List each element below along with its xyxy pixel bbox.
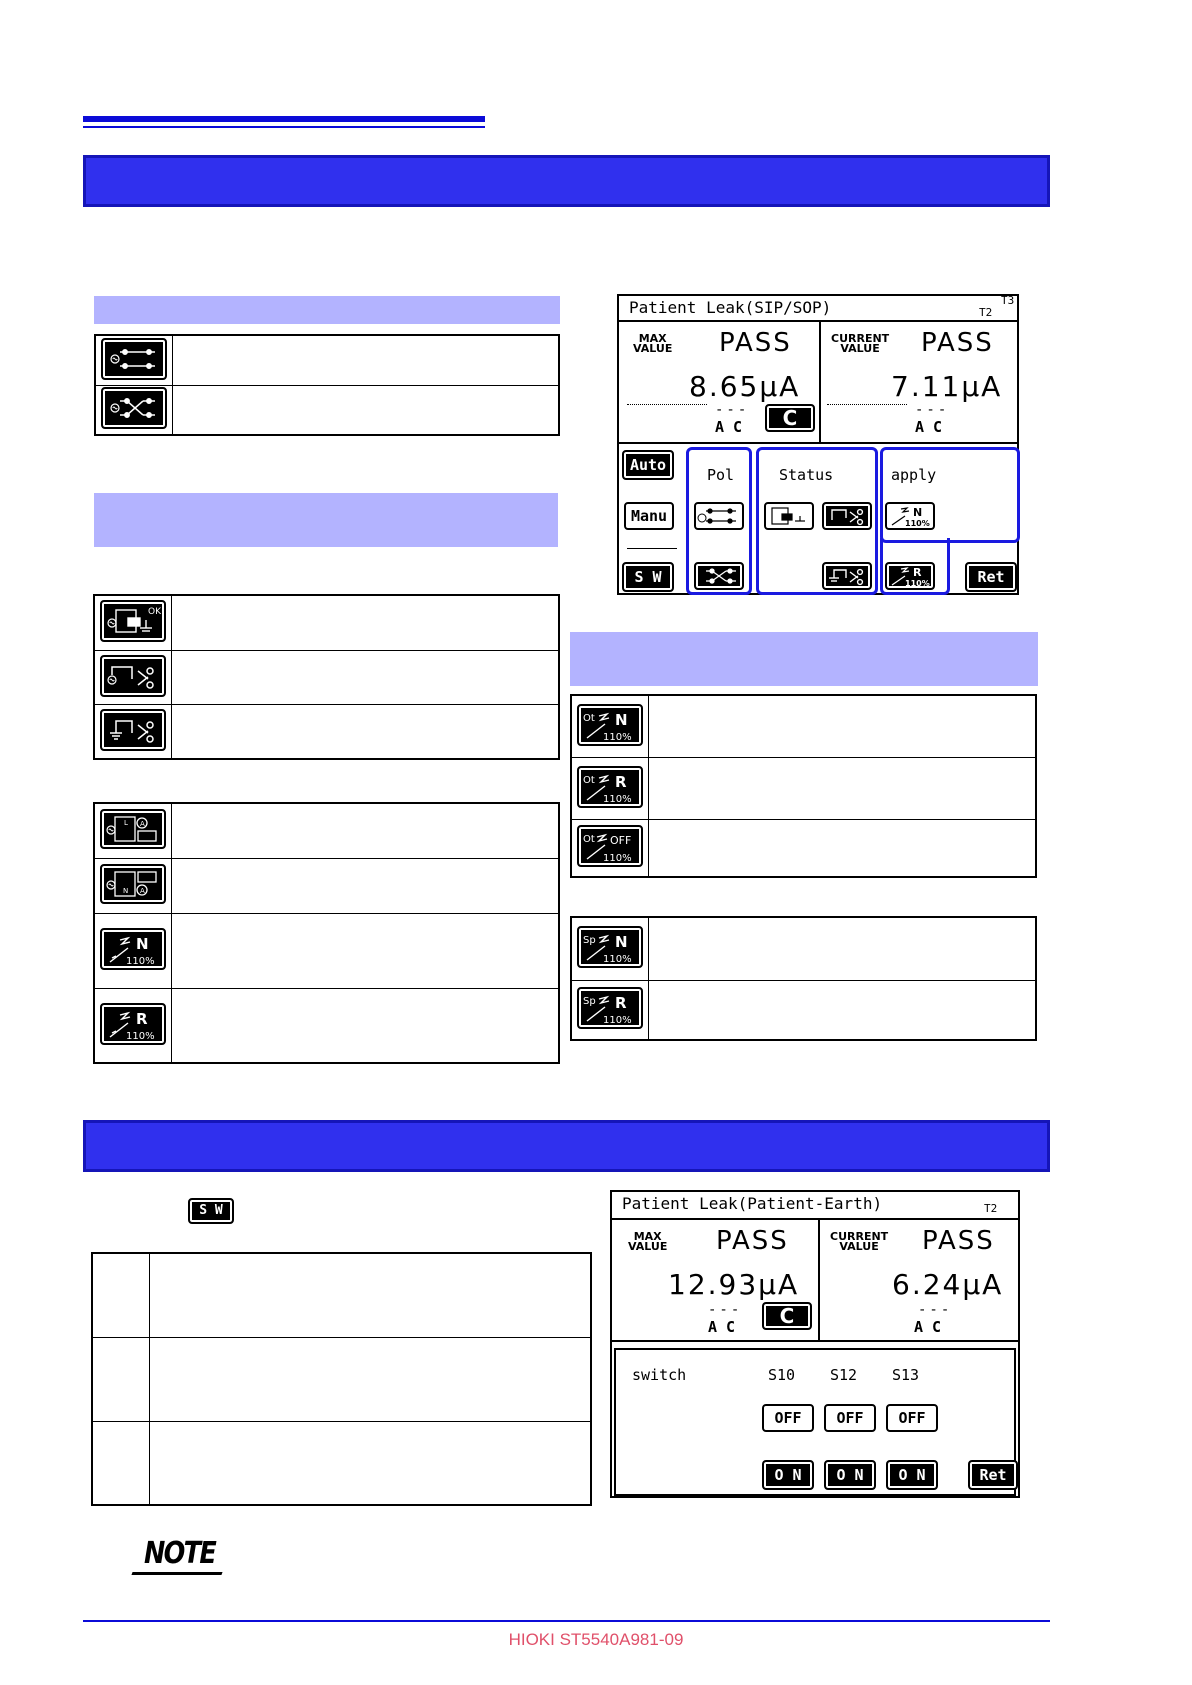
s13-off-button[interactable]: OFF (886, 1404, 938, 1432)
sp-label: Sp (583, 935, 596, 947)
r-label: R (615, 772, 627, 791)
pct-label: 110% (126, 956, 155, 967)
status-highlight (756, 447, 878, 595)
ok-label: OK (148, 607, 161, 618)
manu-button[interactable]: Manu (624, 502, 674, 530)
max-value-label: MAX VALUE (633, 332, 673, 355)
clear-button[interactable]: C (765, 404, 815, 432)
current-value: 7.11μA (891, 370, 1003, 403)
note-label: NOTE (144, 1536, 216, 1571)
earth-open-icon (100, 709, 166, 751)
status-label: Status (779, 466, 834, 484)
max-ac: A C (715, 418, 743, 436)
sp-110-n-icon (577, 926, 643, 968)
pct-label: 110% (905, 579, 930, 588)
auto-button[interactable]: Auto (622, 450, 674, 480)
switch-label: switch (632, 1366, 687, 1384)
apply-label: apply (891, 466, 937, 484)
max-pass: PASS (716, 1226, 789, 1256)
s10-label: S10 (768, 1366, 796, 1384)
max-value: 12.93μA (668, 1268, 800, 1301)
status-table (93, 594, 560, 760)
power-open-icon (100, 655, 166, 697)
ret-button[interactable]: Ret (968, 1460, 1018, 1490)
r-label: R (615, 994, 627, 1013)
n-label: N (136, 935, 149, 953)
current-pass: PASS (921, 328, 994, 358)
pct-label: 110% (603, 954, 632, 966)
sp-110-r-icon (577, 987, 643, 1029)
pct-label: 110% (603, 731, 632, 743)
normal-condition-icon (100, 600, 166, 642)
t2-label: T2 (979, 306, 993, 319)
current-value: 6.24μA (892, 1268, 1004, 1301)
current-ac: A C (915, 418, 943, 436)
off-label: OFF (610, 834, 632, 848)
sp-table (570, 916, 1037, 1041)
max-pass: PASS (719, 328, 792, 358)
current-condition-icons (827, 404, 907, 439)
pct-label: 110% (126, 1030, 155, 1042)
s12-off-button[interactable]: OFF (824, 1404, 876, 1432)
polarity-reverse-icon (101, 387, 167, 429)
lcd-screen-patient-earth (610, 1190, 1020, 1498)
n-label: N (615, 710, 628, 729)
current-ac: A C (914, 1318, 942, 1336)
section-heading-bar-2 (83, 1120, 1050, 1172)
s12-label: S12 (830, 1366, 858, 1384)
svg-text:A: A (140, 820, 145, 829)
pol-highlight (686, 447, 752, 595)
current-dashes: --- (915, 402, 950, 418)
pct-label: 110% (603, 853, 632, 865)
pol-label: Pol (707, 466, 735, 484)
s12-on-button[interactable]: O N (824, 1460, 876, 1490)
s10-on-button[interactable]: O N (762, 1460, 814, 1490)
t2-label: T2 (984, 1202, 998, 1215)
max-dashes: --- (715, 402, 750, 418)
pct-label: 110% (603, 1015, 632, 1027)
lower-left-table (93, 802, 560, 1064)
n-label: N (913, 506, 923, 519)
current-dashes: --- (918, 1302, 953, 1318)
sw-button[interactable]: S W (622, 562, 674, 592)
n-line-apply-icon (100, 864, 166, 904)
inline-sw-key: S W (188, 1198, 234, 1224)
sp-label: Sp (583, 996, 596, 1008)
ot-label: Ot (583, 774, 595, 786)
svg-text:N: N (123, 887, 129, 895)
polarity-subhead (94, 296, 560, 324)
polarity-normal-icon (101, 338, 167, 380)
top-rule-thick (83, 116, 485, 122)
l-line-apply-icon (100, 809, 166, 849)
current-pass: PASS (922, 1226, 995, 1256)
ot-label: Ot (583, 712, 595, 724)
switch-description-table (91, 1252, 592, 1506)
s13-label: S13 (892, 1366, 920, 1384)
current-value-label: CURRENT VALUE (831, 332, 890, 355)
ot-110-n-icon (577, 704, 643, 746)
r-label: R (913, 566, 922, 579)
screen-title: Patient Leak(SIP/SOP) (629, 298, 832, 317)
status-subhead (94, 493, 558, 547)
s10-off-button[interactable]: OFF (762, 1404, 814, 1432)
t3-label: T3 (1001, 294, 1015, 307)
footer-doc-code: HIOKI ST5540A981-09 (508, 1630, 684, 1649)
sp-110-n-icon (100, 928, 166, 970)
current-value-label: CURRENT VALUE (830, 1230, 889, 1253)
ret-button[interactable]: Ret (965, 562, 1017, 592)
top-rule-thin (83, 126, 485, 128)
sp-110-r-icon (100, 1003, 166, 1045)
max-value-label: MAX VALUE (628, 1230, 668, 1253)
pct-label: 110% (603, 793, 632, 805)
max-value: 8.65μA (689, 370, 801, 403)
screen-title: Patient Leak(Patient-Earth) (622, 1194, 883, 1213)
section-heading-bar-1 (83, 155, 1050, 207)
pct-label: 110% (905, 519, 930, 528)
max-ac: A C (708, 1318, 736, 1336)
max-condition-icons (627, 404, 707, 439)
clear-button[interactable]: C (762, 1302, 812, 1330)
note-mark (130, 1536, 226, 1576)
s13-on-button[interactable]: O N (886, 1460, 938, 1490)
ot-110-r-icon (577, 766, 643, 808)
ot-110-off-icon (577, 825, 643, 867)
apply-highlight (880, 447, 1020, 543)
n-label: N (615, 933, 628, 952)
apply-highlight-lower (880, 538, 950, 595)
svg-text:L: L (124, 819, 128, 828)
ot-label: Ot (583, 834, 595, 846)
max-dashes: --- (708, 1302, 743, 1318)
apply-table (570, 694, 1037, 878)
svg-text:A: A (140, 887, 145, 895)
polarity-table (94, 334, 560, 436)
footer-rule (83, 1620, 1050, 1622)
r-label: R (136, 1009, 148, 1028)
apply-subhead (570, 632, 1038, 686)
